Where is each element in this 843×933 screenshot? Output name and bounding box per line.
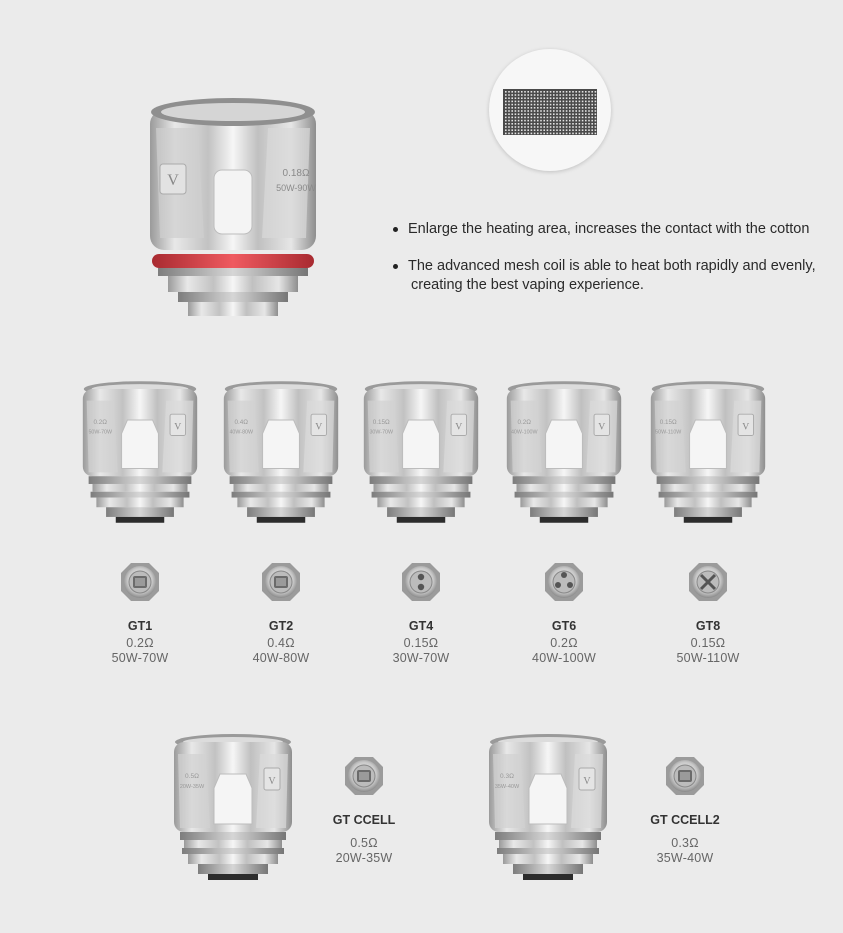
gt1-name: GT1	[127, 619, 153, 633]
gt1-top-view-icon	[119, 561, 161, 608]
bullet-dot	[393, 227, 398, 232]
hero-resistance-print: 0.18Ω	[282, 168, 310, 179]
gt-ccell2-print-resistance: 0.3Ω	[500, 773, 514, 780]
gt8-resistance: 0.15Ω	[690, 636, 726, 650]
gt6-wattage: 40W-100W	[532, 651, 596, 665]
svg-text:V: V	[268, 776, 276, 787]
gt-ccell-top-view-icon	[343, 755, 385, 802]
feature-heating-area: Enlarge the heating area, increases the contact with the cotton	[408, 221, 810, 237]
gt8-coil-image	[645, 378, 771, 531]
gt8-name: GT8	[695, 619, 721, 633]
gt-ccell2-coil-image	[483, 727, 613, 892]
gt8-print-wattage: 50W-110W	[655, 429, 682, 436]
gt2-print-resistance: 0.4Ω	[234, 418, 248, 426]
gt6-print-wattage: 40W-100W	[510, 429, 538, 436]
gt6-print-resistance: 0.2Ω	[517, 418, 531, 426]
gt-ccell-print-resistance: 0.5Ω	[185, 773, 199, 780]
mesh-grid	[503, 89, 597, 135]
gt8-print-resistance: 0.15Ω	[659, 418, 677, 426]
gt4-print-wattage: 30W-70W	[369, 429, 394, 436]
gt6-resistance: 0.2Ω	[550, 636, 578, 650]
gt6-top-view-icon	[543, 561, 585, 608]
feature-mesh-heating: The advanced mesh coil is able to heat both rapidly and evenly,	[408, 258, 816, 274]
gt4-name: GT4	[408, 619, 434, 633]
gt8-top-view-icon	[687, 561, 729, 608]
gt1-coil-image	[77, 378, 203, 531]
mesh-coil-closeup	[489, 49, 611, 171]
gt-ccell-coil-image	[168, 727, 298, 892]
gt2-resistance: 0.4Ω	[267, 636, 295, 650]
hero-coil-image	[138, 88, 328, 328]
gt-ccell-print-wattage: 20W-35W	[179, 784, 205, 790]
gt8-wattage: 50W-110W	[676, 651, 740, 665]
gt2-wattage: 40W-80W	[252, 651, 310, 665]
gt4-top-view-icon	[400, 561, 442, 608]
gt4-print-resistance: 0.15Ω	[372, 418, 390, 426]
hero-wattage-print: 50W-90W	[276, 183, 316, 193]
gt-ccell-resistance: 0.5Ω	[350, 836, 378, 850]
gt1-print-resistance: 0.2Ω	[93, 418, 107, 426]
svg-text:V: V	[598, 421, 606, 433]
gt1-wattage: 50W-70W	[111, 651, 169, 665]
gt6-coil-image	[501, 378, 627, 531]
svg-text:V: V	[315, 421, 323, 433]
gt2-coil-image	[218, 378, 344, 531]
gt2-print-wattage: 40W-80W	[229, 429, 254, 436]
svg-text:V: V	[174, 421, 182, 433]
gt-ccell-wattage: 20W-35W	[335, 851, 393, 865]
bullet-dot	[393, 264, 398, 269]
gt-ccell2-wattage: 35W-40W	[656, 851, 714, 865]
gt-ccell2-name: GT CCELL2	[650, 813, 720, 827]
gt4-coil-image	[358, 378, 484, 531]
gt4-wattage: 30W-70W	[392, 651, 450, 665]
gt2-top-view-icon	[260, 561, 302, 608]
feature-mesh-heating-cont: creating the best vaping experience.	[411, 277, 644, 293]
gt6-name: GT6	[551, 619, 577, 633]
gt4-resistance: 0.15Ω	[403, 636, 439, 650]
svg-text:V: V	[583, 776, 591, 787]
gt-ccell2-print-wattage: 35W-40W	[494, 784, 520, 790]
gt-ccell2-resistance: 0.3Ω	[671, 836, 699, 850]
gt2-name: GT2	[268, 619, 294, 633]
gt1-print-wattage: 50W-70W	[88, 429, 113, 436]
gt1-resistance: 0.2Ω	[126, 636, 154, 650]
gt-ccell-name: GT CCELL	[332, 813, 396, 827]
hero-logo: V	[167, 172, 179, 189]
gt-ccell2-top-view-icon	[664, 755, 706, 802]
svg-text:V: V	[742, 421, 750, 433]
svg-text:V: V	[455, 421, 463, 433]
